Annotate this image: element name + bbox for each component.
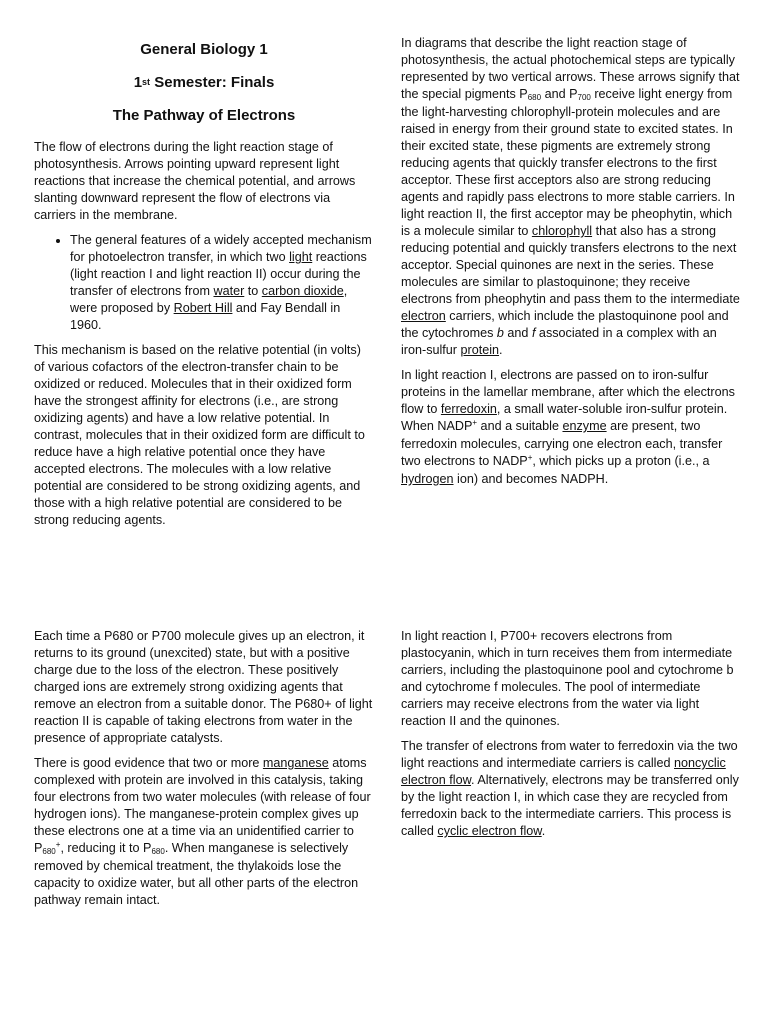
- mechanism-paragraph: This mechanism is based on the relative potential (in volts) of various cofactors of the electron-transfer chain to be oxidized or reduced. Molecules that in their oxidized form have the strongest affinity for electrons (i.e., are strong oxidizing agents) and have a low relative potential. In contrast, molecules that in their oxidized form are difficult to reduce have a high relative potential once they have accepted electrons. The molecules with a low relative potential are considered to be strong oxidizing agents, and those with a high relative potential are considered to be strong reducing agents.: [34, 343, 365, 527]
- light-reaction-1-paragraph: In light reaction I, electrons are passed on to iron-sulfur proteins in the lamellar membrane, after which the electrons flow to ferredoxin, a small water-soluble iron-sulfur protein. When NADP+ and a suitable enzyme are present, two ferredoxin molecules, carrying one electron each, transfer two electrons to NADP+, which picks up a proton (i.e., a hydrogen ion) and becomes NADPH.: [401, 368, 735, 486]
- link-noncyclic-electron-flow[interactable]: noncyclic electron flow: [401, 756, 726, 787]
- page-title: The Pathway of Electrons: [112, 107, 296, 124]
- link-enzyme[interactable]: enzyme: [562, 419, 607, 433]
- manganese-paragraph: There is good evidence that two or more manganese atoms complexed with protein are involved in this catalysis, taking four electrons from two water molecules (with release of four hydrogen ions). The manganese-protein complex gives up these electrons one at a time via an unidentified carrier to $P_{680}^+$, reducing it to $P_{680}$. When manganese is selectively removed by chemical treatment, the thylakoids lose the capacity to oxidize water, but all other parts of the electron pathway remain intact.: [34, 756, 371, 907]
- intro-paragraph: The flow of electrons during the light reaction stage of photosynthesis. Arrows pointing upward represent light reactions that increase the chemical potential, and arrows slanting downward represent the flow of electrons via carriers in the membrane.: [34, 140, 356, 222]
- link-protein[interactable]: protein: [460, 343, 500, 357]
- feature-list: [34, 232, 374, 334]
- link-ferredoxin[interactable]: ferredoxin: [440, 402, 497, 416]
- column-3: [34, 628, 374, 917]
- p680-paragraph: Each time a P680 or P700 molecule gives up an electron, it returns to its ground (unexcited) state, but with a positive charge due to the loss of the electron. These positively charged ions are extremely strong oxidizing agents that remove an electron from a suitable donor. The P680+ of light reaction II is capable of taking electrons from water in the presence of appropriate catalysts.: [34, 629, 373, 745]
- link-carbon-dioxide[interactable]: carbon dioxide: [261, 284, 344, 298]
- semester-title: 1st Semester: Finals: [133, 74, 275, 91]
- diagram-paragraph: In diagrams that describe the light reaction stage of photosynthesis, the actual photochemical steps are typically represented by two vertical arrows. These arrows signify that the special pigments $P_{680}$ and $P_{700}$ receive light energy from the light-harvesting chlorophyll-protein molecules and are raised in energy from their ground state to excited states. In their excited state, these pigments are extremely strong reducing agents that quickly transfer electrons to the first acceptor. These first acceptors also are strong reducing agents and rapidly pass electrons to more stable carriers. In light reaction II, the first acceptor may be pheophytin, which is a molecule similar to chlorophyll that also has a strong reducing potential and quickly transfers electrons to the next acceptor. Special quinones are next in the series. These molecules are similar to plastoquinone; they receive electrons from pheophytin and pass them to the intermediate electron carriers, which include the plastoquinone pool and the cytochromes b and f associated in a complex with an iron-sulfur protein.: [401, 36, 740, 357]
- link-manganese[interactable]: manganese: [262, 756, 329, 770]
- course-title: General Biology 1: [140, 41, 268, 58]
- list-item: • The general features of a widely accepted mechanism for photoelectron transfer, in which two light reactions (light reaction I and light reaction II) occur during the transfer of electrons from water to carbon dioxide, were proposed by Robert Hill and Fay Bendall in 1960.: [70, 232, 374, 334]
- link-electron[interactable]: electron: [401, 309, 446, 323]
- link-hydrogen[interactable]: hydrogen: [401, 472, 454, 486]
- p700-paragraph: In light reaction I, P700+ recovers electrons from plastocyanin, which in turn receives them from intermediate carriers, including the plastoquinone pool and cytochrome b and cytochrome f molecules. The pool of intermediate carriers may receive electrons from the water via light reaction II and the quinones.: [401, 629, 734, 728]
- column-4: [401, 628, 741, 848]
- link-cyclic-electron-flow[interactable]: cyclic electron flow: [437, 824, 542, 838]
- column-1: [34, 40, 374, 537]
- column-2: [401, 35, 741, 496]
- link-light[interactable]: light: [289, 250, 313, 264]
- electron-flow-paragraph: The transfer of electrons from water to ferredoxin via the two light reactions and intermediate carriers is called noncyclic electron flow. Alternatively, electrons may be transferred only by the light reaction I, in which case they are recycled from ferredoxin back to the intermediate carriers. This process is called cyclic electron flow.: [401, 739, 739, 838]
- link-robert-hill[interactable]: Robert Hill: [173, 301, 233, 315]
- link-water[interactable]: water: [213, 284, 245, 298]
- link-chlorophyll[interactable]: chlorophyll: [531, 224, 593, 238]
